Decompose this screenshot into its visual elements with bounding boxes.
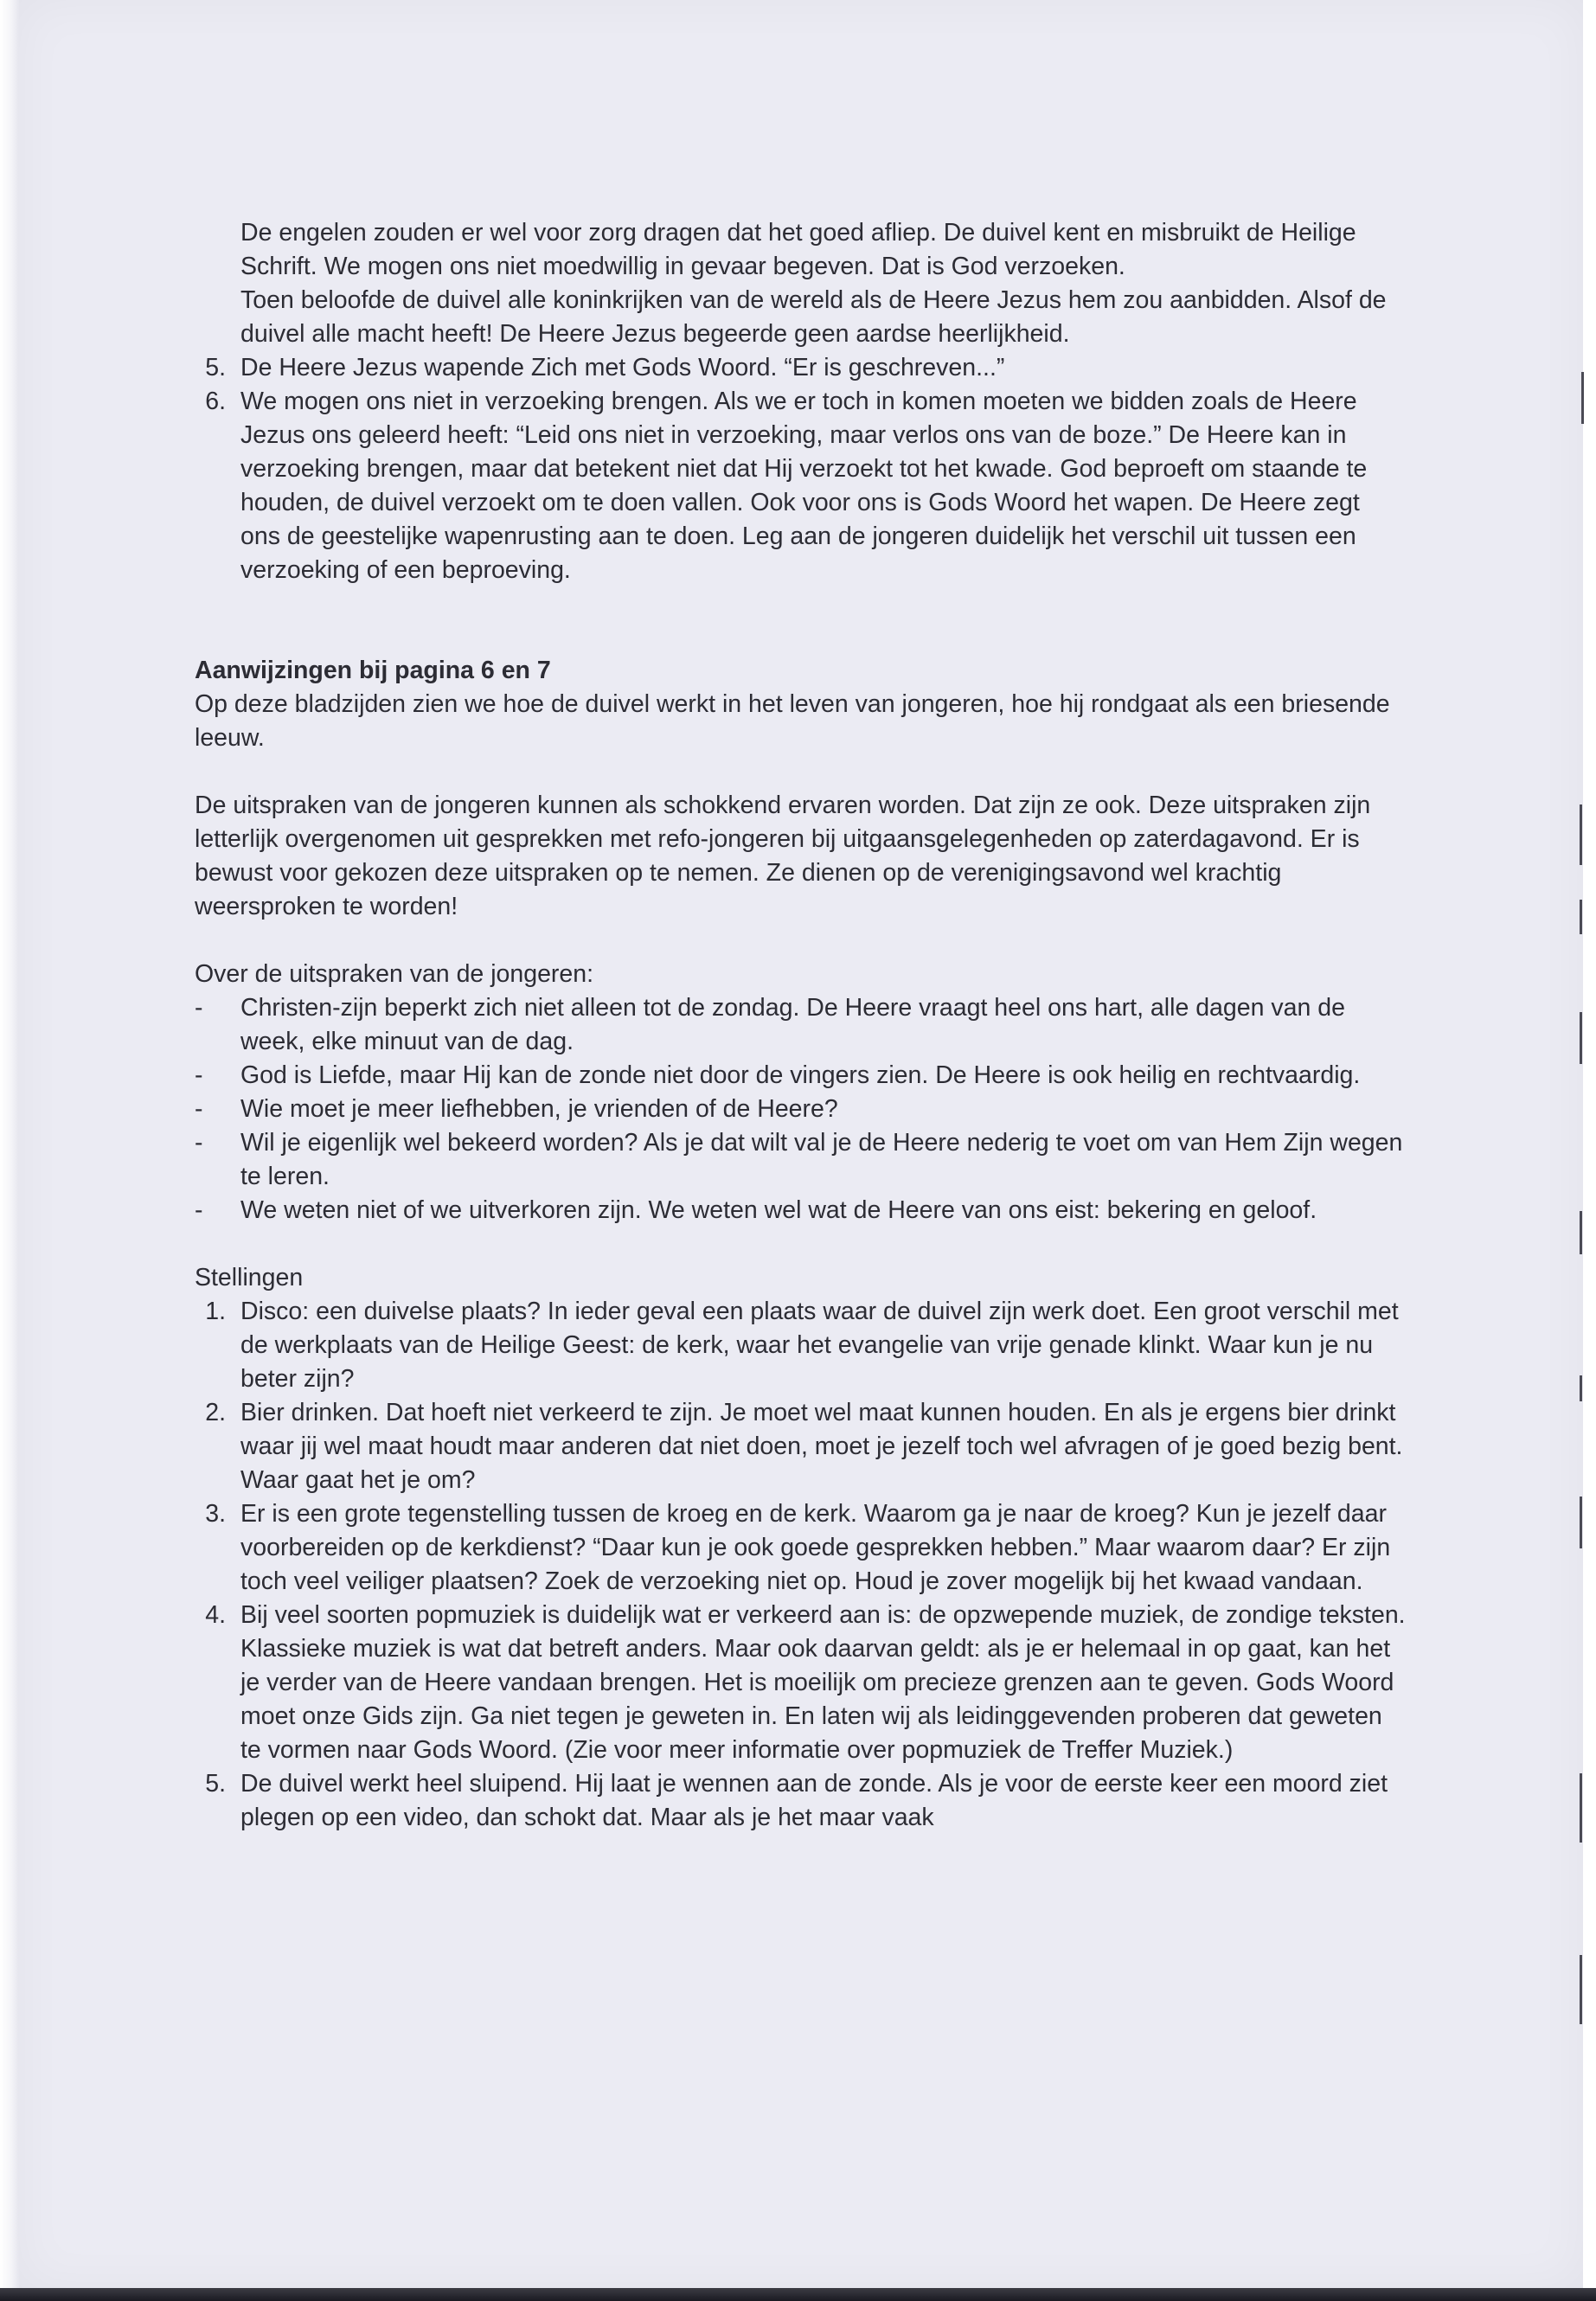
section-paragraph: Op deze bladzijden zien we hoe de duivel werkt in het leven van jongeren, hoe hij rondgaat als een briesende leeuw. [195,690,1390,752]
thesis-item [195,1295,1406,1396]
edge-mark [1580,1012,1582,1064]
page-right-edge [1583,0,1596,2301]
list-item-text: Wil je eigenlijk wel bekeerd worden? Als je dat wilt val je de Heere nederig te voet om van Hem Zijn wegen te leren. [240,1129,1403,1190]
list-item [195,991,1406,1059]
item-number: 5. [205,354,226,381]
list-bullet: - [195,1129,203,1157]
thesis-text: Disco: een duivelse plaats? In ieder geval een plaats waar de duivel zijn werk doet. Een groot verschil met de werkplaats van de Heilige Geest: de kerk, waar het evangelie van vrije genade klinkt. Waar kun je nu beter zijn? [240,1298,1399,1393]
list-item [195,1093,1406,1126]
list-item-text: God is Liefde, maar Hij kan de zonde niet door de vingers zien. De Heere is ook heilig en rechtvaardig. [240,1061,1361,1089]
thesis-number: 3. [205,1500,226,1528]
edge-mark [1580,900,1582,934]
numbered-item [195,385,1406,587]
statements-intro: Over de uitspraken van de jongeren: [195,960,594,988]
thesis-text: Er is een grote tegenstelling tussen de kroeg en de kerk. Waarom ga je naar de kroeg? Kun je jezelf daar voorbereiden op de kerkdienst? “Daar kun je ook goede gesprekken hebben.” Maar waarom daar? Er zijn toch veel veiliger plaatsen? Zoek de verzoeking niet op. Houd je zover mogelijk bij het kwaad vandaan. [240,1500,1391,1595]
thesis-number: 2. [205,1399,226,1426]
list-item-text: We weten niet of we uitverkoren zijn. We weten wel wat de Heere van ons eist: bekering en geloof. [240,1196,1317,1224]
page-bottom-edge [0,2288,1596,2301]
thesis-number: 4. [205,1601,226,1629]
thesis-number: 5. [205,1770,226,1798]
list-bullet: - [195,994,203,1022]
edge-mark [1580,1497,1582,1548]
list-item-text: Christen-zijn beperkt zich niet alleen tot de zondag. De Heere vraagt heel ons hart, alle dagen van de week, elke minuut van de dag. [240,994,1345,1055]
edge-mark [1580,1955,1582,2024]
edge-mark [1580,804,1582,865]
item-number: 6. [205,388,226,415]
thesis-text: Bier drinken. Dat hoeft niet verkeerd te zijn. Je moet wel maat kunnen houden. En als je ergens bier drinkt waar jij wel maat houdt maar anderen dat niet doen, moet je jezelf toch wel afvragen of je goed bezig bent. Waar gaat het je om? [240,1399,1403,1494]
intro-paragraph: De engelen zouden er wel voor zorg dragen dat het goed afliep. De duivel kent en misbruikt de Heilige Schrift. We mogen ons niet moedwillig in gevaar begeven. Dat is God verzoeken. [240,219,1356,280]
list-item [195,1126,1406,1194]
theses-heading: Stellingen [195,1264,304,1292]
intro-paragraph: Toen beloofde de duivel alle koninkrijken van de wereld als de Heere Jezus hem zou aanbidden. Alsof de duivel alle macht heeft! De Heere Jezus begeerde geen aardse heerlijkheid. [240,286,1387,348]
edge-mark [1580,1375,1582,1401]
edge-mark [1580,1773,1582,1843]
list-item [195,1194,1406,1227]
numbered-item [195,351,1406,385]
document-body [195,216,1406,1835]
section-heading: Aanwijzingen bij pagina 6 en 7 [195,657,551,684]
thesis-item [195,1767,1406,1835]
section-paragraph: De uitspraken van de jongeren kunnen als schokkend ervaren worden. Dat zijn ze ook. Deze uitspraken zijn letterlijk overgenomen uit gesprekken met refo-jongeren bij uitgaansgelegenheden op zaterdagavond. Er is bewust voor gekozen deze uitspraken op te nemen. Ze dienen op de verenigingsavond wel krachtig weersproken te worden! [195,792,1371,920]
list-item [195,1059,1406,1093]
thesis-item [195,1396,1406,1497]
list-bullet: - [195,1196,203,1224]
page-left-edge [0,0,19,2301]
edge-mark [1581,372,1584,424]
item-text: We mogen ons niet in verzoeking brengen. Als we er toch in komen moeten we bidden zoals de Heere Jezus ons geleerd heeft: “Leid ons niet in verzoeking, maar verlos ons van de boze.” De Heere kan in verzoeking brengen, maar dat betekent niet dat Hij verzoekt tot het kwade. God beproeft om staande te houden, de duivel verzoekt om te doen vallen. Ook voor ons is Gods Woord het wapen. De Heere zegt ons de geestelijke wapenrusting aan te doen. Leg aan de jongeren duidelijk het verschil uit tussen een verzoeking of een beproeving. [240,388,1368,584]
edge-mark [1580,1211,1582,1254]
thesis-text: Bij veel soorten popmuziek is duidelijk wat er verkeerd aan is: de opzwepende muziek, de zondige teksten. Klassieke muziek is wat dat betreft anders. Maar ook daarvan geldt: als je er helemaal in op gaat, kan het je verder van de Heere vandaan brengen. Het is moeilijk om precieze grenzen aan te geven. Gods Woord moet onze Gids zijn. Ga niet tegen je geweten in. En laten wij als leidinggevenden proberen dat geweten te vormen naar Gods Woord. (Zie voor meer informatie over popmuziek de Treffer Muziek.) [240,1601,1406,1764]
item-text: De Heere Jezus wapende Zich met Gods Woord. “Er is geschreven...” [240,354,1005,381]
list-bullet: - [195,1095,203,1123]
thesis-number: 1. [205,1298,226,1325]
thesis-item [195,1497,1406,1599]
list-bullet: - [195,1061,203,1089]
list-item-text: Wie moet je meer liefhebben, je vrienden of de Heere? [240,1095,838,1123]
thesis-item [195,1599,1406,1767]
thesis-text: De duivel werkt heel sluipend. Hij laat je wennen aan de zonde. Als je voor de eerste keer een moord ziet plegen op een video, dan schokt dat. Maar als je het maar vaak [240,1770,1388,1831]
